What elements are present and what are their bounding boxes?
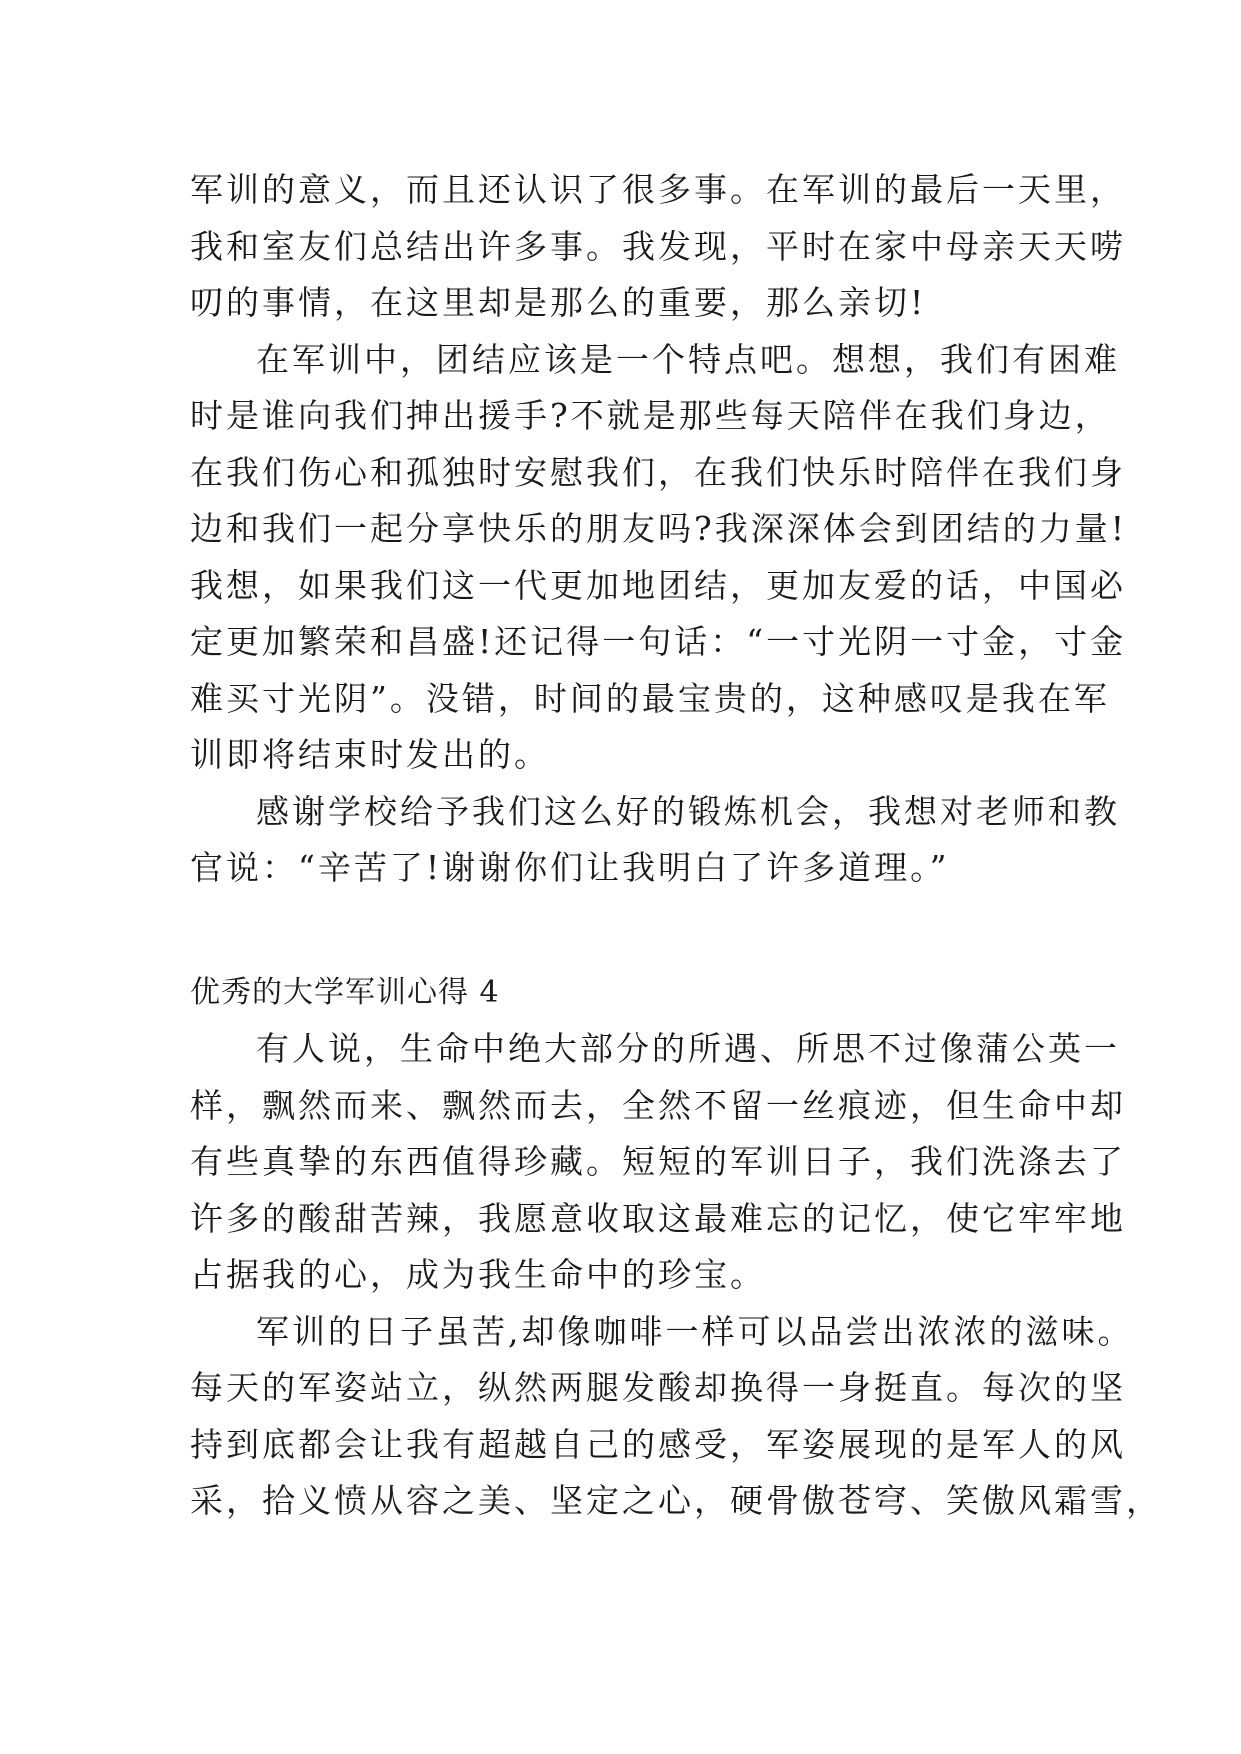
text-line: 我和室友们总结出许多事。我发现，平时在家中母亲天天唠 [190,226,1126,266]
body-text-top [190,162,1127,897]
paragraph-start-line: 有人说，生命中绝大部分的所遇、所思不过像蒲公英一 [256,1029,1120,1068]
text-line: 许多的酸甜苦辣，我愿意收取这最难忘的记忆，使它牢牢地 [190,1198,1126,1238]
body-text-bottom [190,1021,1162,1530]
section-heading: 优秀的大学军训心得 4 [190,975,500,1010]
text-line: 采，拾义愤从容之美、坚定之心，硬骨傲苍穹、笑傲风霜雪， [190,1481,1162,1520]
paragraph-start-line: 感谢学校给予我们这么好的锻炼机会，我想对老师和教 [256,791,1120,831]
text-line: 有些真挚的东西值得珍藏。短短的军训日子，我们洗涤去了 [190,1142,1126,1181]
text-line: 定更加繁荣和昌盛!还记得一句话：“一寸光阴一寸金，寸金 [190,622,1127,661]
text-line: 军训的意义，而且还认识了很多事。在军训的最后一天里， [190,170,1126,209]
text-line: 官说：“辛苦了!谢谢你们让我明白了许多道理。” [190,848,950,887]
text-line: 每天的军姿站立，纵然两腿发酸却换得一身挺直。每次的坚 [190,1368,1126,1407]
text-line: 时是谁向我们抻出援手?不就是那些每天陪伴在我们身边， [190,396,1111,435]
paragraph-start-line: 军训的日子虽苦,却像咖啡一样可以品尝出浓浓的滋味。 [256,1311,1134,1351]
text-line: 边和我们一起分享快乐的朋友吗?我深深体会到团结的力量! [190,509,1127,548]
text-line: 训即将结束时发出的。 [190,735,550,774]
text-line: 持到底都会让我有超越自己的感受，军姿展现的是军人的风 [190,1424,1126,1464]
text-line: 占据我的心，成为我生命中的珍宝。 [190,1255,766,1294]
paragraph-start-line: 在军训中，团结应该是一个特点吧。想想，我们有困难 [256,339,1120,379]
text-line: 叨的事情，在这里却是那么的重要，那么亲切! [190,283,927,322]
text-line: 难买寸光阴”。没错，时间的最宝贵的，这种感叹是我在军 [190,678,1110,718]
text-line: 在我们伤心和孤独时安慰我们，在我们快乐时陪伴在我们身 [190,452,1126,492]
text-line: 我想，如果我们这一代更加地团结，更加友爱的话，中国必 [190,565,1126,605]
text-line: 样，飘然而来、飘然而去，全然不留一丝痕迹，但生命中却 [190,1085,1126,1125]
